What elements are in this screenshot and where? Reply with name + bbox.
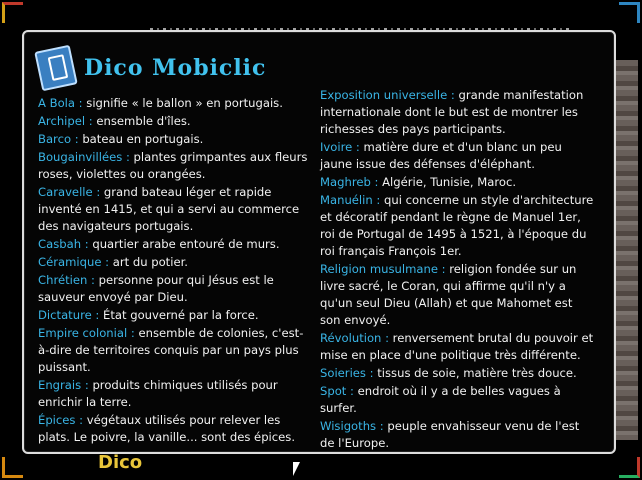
frame-corner-top-left <box>2 2 23 23</box>
glossary-definition: grand bateau léger et rapide inventé en 1415, et qui a servi au commerce des navigateurs portugais. <box>38 185 300 233</box>
glossary-term[interactable]: Révolution : <box>320 331 389 345</box>
glossary-term[interactable]: A Bola : <box>38 96 83 110</box>
glossary-term[interactable]: Barco : <box>38 132 79 146</box>
glossary-entry <box>320 365 596 382</box>
glossary-term[interactable]: Soieries : <box>320 366 374 380</box>
glossary-definition: matière dure et d'un blanc un peu jaune issue des défenses d'éléphant. <box>320 140 562 171</box>
glossary-entry <box>320 330 596 364</box>
glossary-definition: ensemble de colonies, c'est-à-dire de territoires conquis par un pays plus puissant. <box>38 326 304 374</box>
glossary-entry <box>38 149 310 183</box>
glossary-term[interactable]: Religion musulmane : <box>320 262 446 276</box>
glossary-entry <box>38 95 310 112</box>
glossary-term[interactable]: Bougainvillées : <box>38 150 130 164</box>
glossary-definition: peuple envahisseur venu de l'est de l'Europe. <box>320 419 580 450</box>
glossary-definition: personne pour qui Jésus est le sauveur envoyé par Dieu. <box>38 273 274 304</box>
glossary-definition: bateau en portugais. <box>78 132 204 146</box>
glossary-term[interactable]: Manuélin : <box>320 193 381 207</box>
glossary-definition: végétaux utilisés pour relever les plats. Le poivre, la vanille... sont des épices. <box>38 413 296 444</box>
glossary-entry <box>320 261 596 329</box>
mouse-pointer-icon <box>293 462 300 476</box>
panel-header <box>38 48 266 88</box>
glossary-column-left <box>38 95 310 447</box>
glossary-term[interactable]: Engrais : <box>38 378 89 392</box>
glossary-term[interactable]: Ivoire : <box>320 140 360 154</box>
glossary-definition: tissus de soie, matière très douce. <box>373 366 577 380</box>
glossary-definition: quartier arabe entouré de murs. <box>88 237 280 251</box>
glossary-definition: art du potier. <box>109 255 188 269</box>
glossary-term[interactable]: Caravelle : <box>38 185 101 199</box>
glossary-definition: religion fondée sur un livre sacré, le Coran, qui affirme qu'il n'y a qu'un seul Dieu (Allah) et que Mahomet est son envoyé. <box>320 262 577 327</box>
frame-corner-bottom-left <box>2 457 23 478</box>
dictionary-book-icon <box>34 45 78 92</box>
dico-button[interactable]: Dico <box>98 452 143 473</box>
glossary-entry <box>38 377 310 411</box>
glossary-term[interactable]: Spot : <box>320 384 354 398</box>
glossary-entry <box>320 139 596 173</box>
glossary-term[interactable]: Casbah : <box>38 237 89 251</box>
glossary-definition: endroit où il y a de belles vagues à surfer. <box>320 384 561 415</box>
glossary-column-right <box>320 87 596 453</box>
glossary-entry <box>38 113 310 130</box>
glossary-term[interactable]: Chrétien : <box>38 273 95 287</box>
frame-corner-top-right <box>619 2 640 23</box>
glossary-definition: grande manifestation internationale dont le but est de montrer les richesses des pays participants. <box>320 88 584 136</box>
glossary-entry <box>38 325 310 376</box>
glossary-definition: renversement brutal du pouvoir et mise en place d'une politique très différente. <box>320 331 594 362</box>
glossary-entry <box>38 131 310 148</box>
glossary-entry <box>320 418 596 452</box>
glossary-term[interactable]: Empire colonial : <box>38 326 135 340</box>
glossary-definition: État gouverné par la force. <box>99 308 259 322</box>
glossary-entry <box>38 272 310 306</box>
glossary-entry <box>38 254 310 271</box>
glossary-entry <box>320 192 596 260</box>
glossary-entry <box>38 184 310 235</box>
glossary-definition: ensemble d'îles. <box>92 114 191 128</box>
glossary-term[interactable]: Exposition universelle : <box>320 88 455 102</box>
glossary-entry <box>320 383 596 417</box>
glossary-definition: signifie « le ballon » en portugais. <box>82 96 283 110</box>
glossary-definition: produits chimiques utilisés pour enrichir la terre. <box>38 378 278 409</box>
glossary-entry <box>320 174 596 191</box>
glossary-term[interactable]: Wisigoths : <box>320 419 384 433</box>
decorative-edge <box>616 60 638 440</box>
glossary-term[interactable]: Dictature : <box>38 308 100 322</box>
page-title: Dico Mobiclic <box>84 55 267 81</box>
glossary-term[interactable]: Archipel : <box>38 114 93 128</box>
glossary-entry <box>38 307 310 324</box>
glossary-term[interactable]: Céramique : <box>38 255 110 269</box>
glossary-definition: plantes grimpantes aux fleurs roses, violettes ou orangées. <box>38 150 308 181</box>
glossary-definition: qui concerne un style d'architecture et décoratif pendant le règne de Manuel 1er, roi de Portugal de 1495 à 1521, à l'époque du roi français François 1er. <box>320 193 594 258</box>
frame-corner-bottom-right <box>619 457 640 478</box>
glossary-entry <box>38 236 310 253</box>
glossary-definition: Algérie, Tunisie, Maroc. <box>378 175 517 189</box>
glossary-term[interactable]: Épices : <box>38 413 84 427</box>
glossary-entry <box>38 412 310 446</box>
glossary-entry <box>320 87 596 138</box>
glossary-term[interactable]: Maghreb : <box>320 175 379 189</box>
